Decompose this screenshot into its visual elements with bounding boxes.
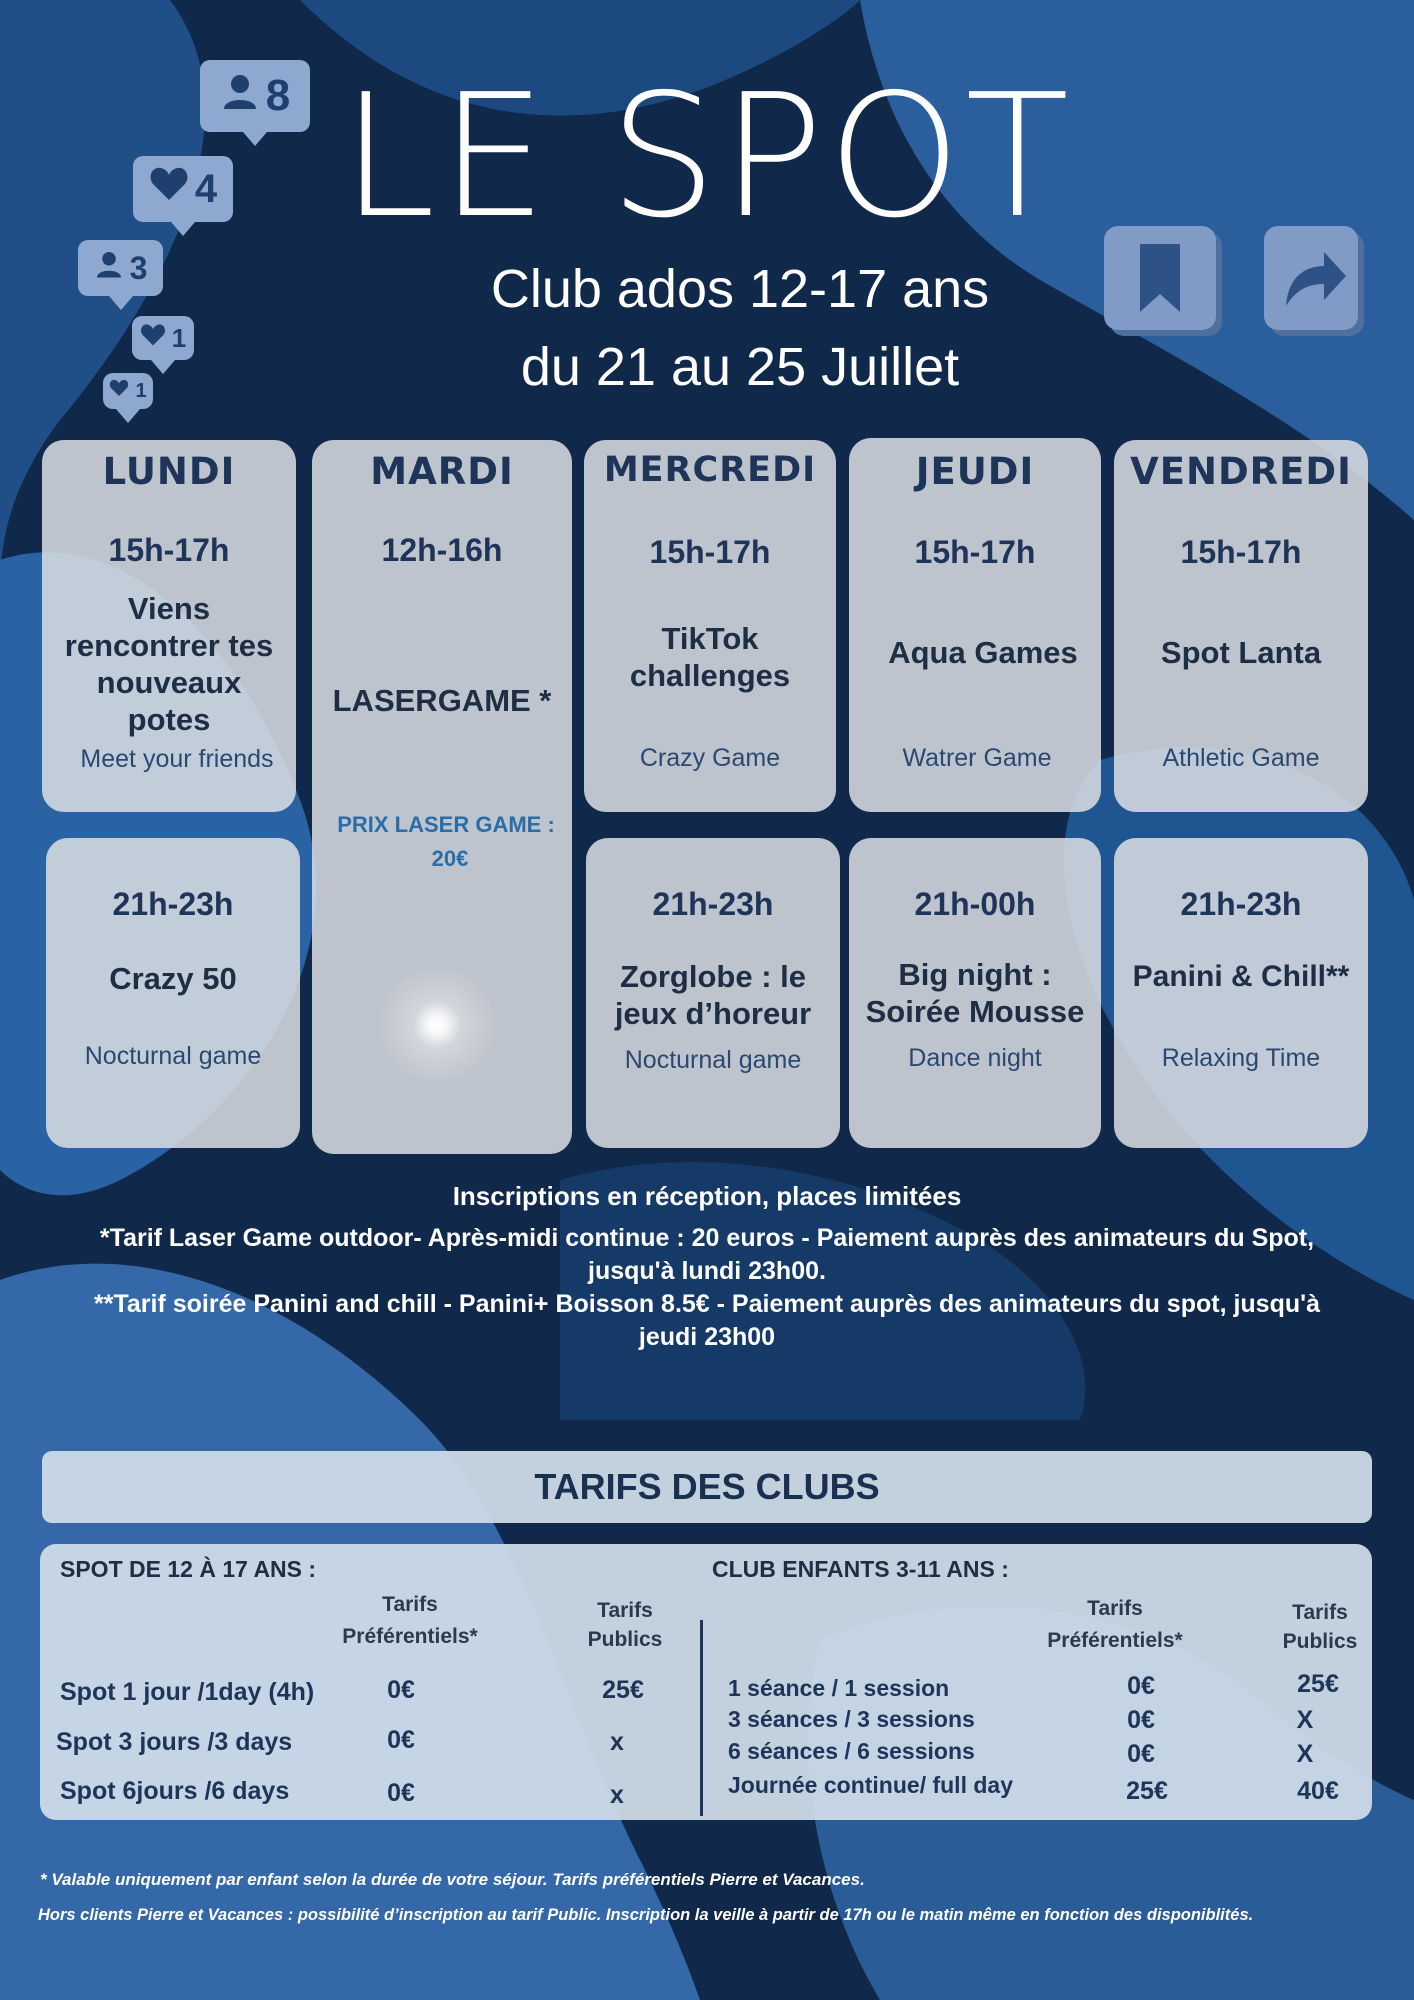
- activity-name: Panini & Chill**: [1132, 960, 1350, 993]
- table-row-label: Spot 3 jours /3 days: [56, 1728, 293, 1756]
- activity-name: Soirée Mousse: [865, 994, 1085, 1029]
- table-cell: x: [610, 1781, 624, 1809]
- activity-name: rencontrer tes: [64, 628, 274, 663]
- table-row-label: Spot 6jours /6 days: [60, 1777, 290, 1805]
- activity-name: challenges: [629, 658, 791, 693]
- heart-icon: [140, 323, 166, 354]
- tarifs-title: TARIFS DES CLUBS: [42, 1451, 1372, 1523]
- column-header: Tarifs: [382, 1593, 438, 1616]
- column-header: Préférentiels*: [342, 1625, 478, 1648]
- activity-name: Aqua Games: [888, 635, 1078, 670]
- activity-subtitle: Watrer Game: [902, 744, 1052, 772]
- table-cell: X: [1296, 1740, 1314, 1768]
- table-cell: x: [610, 1728, 624, 1756]
- table-row-label: 1 séance / 1 session: [728, 1675, 950, 1701]
- column-header: Tarifs: [597, 1599, 653, 1622]
- activity-subtitle: Athletic Game: [1162, 744, 1320, 772]
- table-cell: 25€: [1297, 1670, 1339, 1698]
- activity-name: Crazy 50: [109, 961, 237, 996]
- time-slot: 15h-17h: [1180, 534, 1302, 570]
- jeudi-evening-card: [849, 838, 1101, 1148]
- user-icon: [220, 71, 260, 122]
- likes-badge-small: 1: [132, 316, 194, 360]
- vendredi-evening-card: [1114, 838, 1368, 1148]
- spot-heading: SPOT DE 12 À 17 ANS :: [60, 1556, 317, 1582]
- heart-icon: [149, 166, 189, 212]
- time-slot: 21h-23h: [112, 886, 234, 922]
- registration-note: Inscriptions en réception, places limitées: [452, 1181, 962, 1211]
- table-cell: 0€: [1127, 1740, 1155, 1768]
- activity-name: nouveaux: [96, 665, 242, 700]
- day-name: MARDI: [370, 450, 514, 493]
- enfants-heading: CLUB ENFANTS 3-11 ANS :: [712, 1556, 1009, 1582]
- activity-name: Big night :: [898, 957, 1052, 992]
- time-slot: 21h-23h: [1180, 886, 1302, 922]
- vendredi-afternoon-card: [1114, 440, 1368, 812]
- table-cell: 0€: [1127, 1706, 1155, 1734]
- day-name: LUNDI: [102, 450, 236, 493]
- lundi-afternoon-card: [42, 440, 296, 812]
- table-divider: [700, 1620, 703, 1816]
- table-cell: 0€: [1127, 1672, 1155, 1700]
- laser-price-value: 20€: [431, 846, 469, 871]
- table-row-label: Journée continue/ full day: [728, 1772, 1013, 1798]
- heart-icon: [109, 379, 129, 403]
- column-header: Tarifs: [1087, 1597, 1143, 1620]
- time-slot: 12h-16h: [381, 532, 503, 568]
- activity-subtitle: Crazy Game: [639, 744, 781, 772]
- share-icon: [1264, 226, 1358, 330]
- activity-name: jeux d’horeur: [614, 996, 812, 1031]
- activity-name: Zorglobe : le: [620, 959, 806, 994]
- bookmark-icon: [1104, 226, 1216, 330]
- laser-tariff-note: *Tarif Laser Game outdoor- Après-midi continue : 20 euros - Paiement auprès des animateurs du Spot,: [99, 1224, 1315, 1252]
- table-row-label: 3 séances / 3 sessions: [728, 1706, 975, 1732]
- table-cell: X: [1296, 1706, 1314, 1734]
- time-slot: 21h-00h: [914, 886, 1036, 922]
- laser-tariff-note-cont: jusqu'à lundi 23h00.: [588, 1257, 826, 1285]
- table-cell: 40€: [1297, 1777, 1339, 1805]
- day-name: VENDREDI: [1130, 450, 1352, 493]
- activity-name: LASERGAME *: [332, 683, 552, 718]
- mercredi-evening-card: [586, 838, 840, 1148]
- time-slot: 15h-17h: [108, 532, 230, 568]
- activity-name: potes: [127, 702, 211, 737]
- column-header: Préférentiels*: [1047, 1629, 1183, 1652]
- activity-subtitle: Nocturnal game: [624, 1046, 802, 1074]
- table-cell: 0€: [387, 1779, 415, 1807]
- activity-subtitle: Meet your friends: [80, 745, 274, 773]
- footnote-public-registration: Hors clients Pierre et Vacances : possibilité d’inscription au tarif Public. Inscription la veille à partir de 17h ou le matin même en fonction des disponiblités.: [38, 1906, 1254, 1924]
- page-title: LE SPOT: [340, 58, 1074, 256]
- activity-subtitle: Dance night: [908, 1044, 1042, 1072]
- day-name: JEUDI: [915, 450, 1035, 493]
- activity-subtitle: Nocturnal game: [84, 1042, 262, 1070]
- mardi-card: [312, 440, 572, 1154]
- column-header: Tarifs: [1292, 1601, 1348, 1624]
- day-name: MERCREDI: [603, 450, 817, 490]
- followers-badge: 8: [200, 60, 310, 132]
- table-cell: 0€: [387, 1676, 415, 1704]
- activity-name: Spot Lanta: [1160, 635, 1322, 670]
- subtitle-dates: du 21 au 25 Juillet: [520, 337, 960, 397]
- laser-price-label: PRIX LASER GAME :: [337, 812, 555, 837]
- panini-tariff-note-cont: jeudi 23h00: [638, 1323, 776, 1351]
- time-slot: 15h-17h: [914, 534, 1036, 570]
- activity-subtitle: Relaxing Time: [1161, 1044, 1321, 1072]
- jeudi-afternoon-card: [849, 438, 1101, 812]
- activity-name: TikTok: [661, 621, 759, 656]
- column-header: Publics: [587, 1628, 663, 1651]
- table-cell: 25€: [602, 1676, 644, 1704]
- lundi-evening-card: [46, 838, 300, 1148]
- activity-name: Viens: [127, 591, 211, 626]
- mercredi-afternoon-card: [584, 440, 836, 812]
- likes-badge-tiny: 1: [103, 373, 153, 409]
- user-icon: [94, 249, 124, 287]
- sparkle-icon: [362, 960, 512, 1090]
- column-header: Publics: [1282, 1630, 1358, 1653]
- time-slot: 15h-17h: [649, 534, 771, 570]
- table-cell: 25€: [1126, 1777, 1168, 1805]
- subtitle-age: Club ados 12-17 ans: [490, 259, 990, 319]
- panini-tariff-note: **Tarif soirée Panini and chill - Panini+ Boisson 8.5€ - Paiement auprès des animateurs du spot, jusqu'à: [94, 1290, 1320, 1318]
- followers-badge-small: 3: [78, 240, 163, 296]
- time-slot: 21h-23h: [652, 886, 774, 922]
- likes-badge: 4: [133, 156, 233, 222]
- footnote-validity: * Valable uniquement par enfant selon la durée de votre séjour. Tarifs préférentiels Pierre et Vacances.: [40, 1870, 865, 1889]
- table-row-label: 6 séances / 6 sessions: [728, 1738, 975, 1764]
- table-row-label: Spot 1 jour /1day (4h): [60, 1678, 315, 1706]
- table-cell: 0€: [387, 1726, 415, 1754]
